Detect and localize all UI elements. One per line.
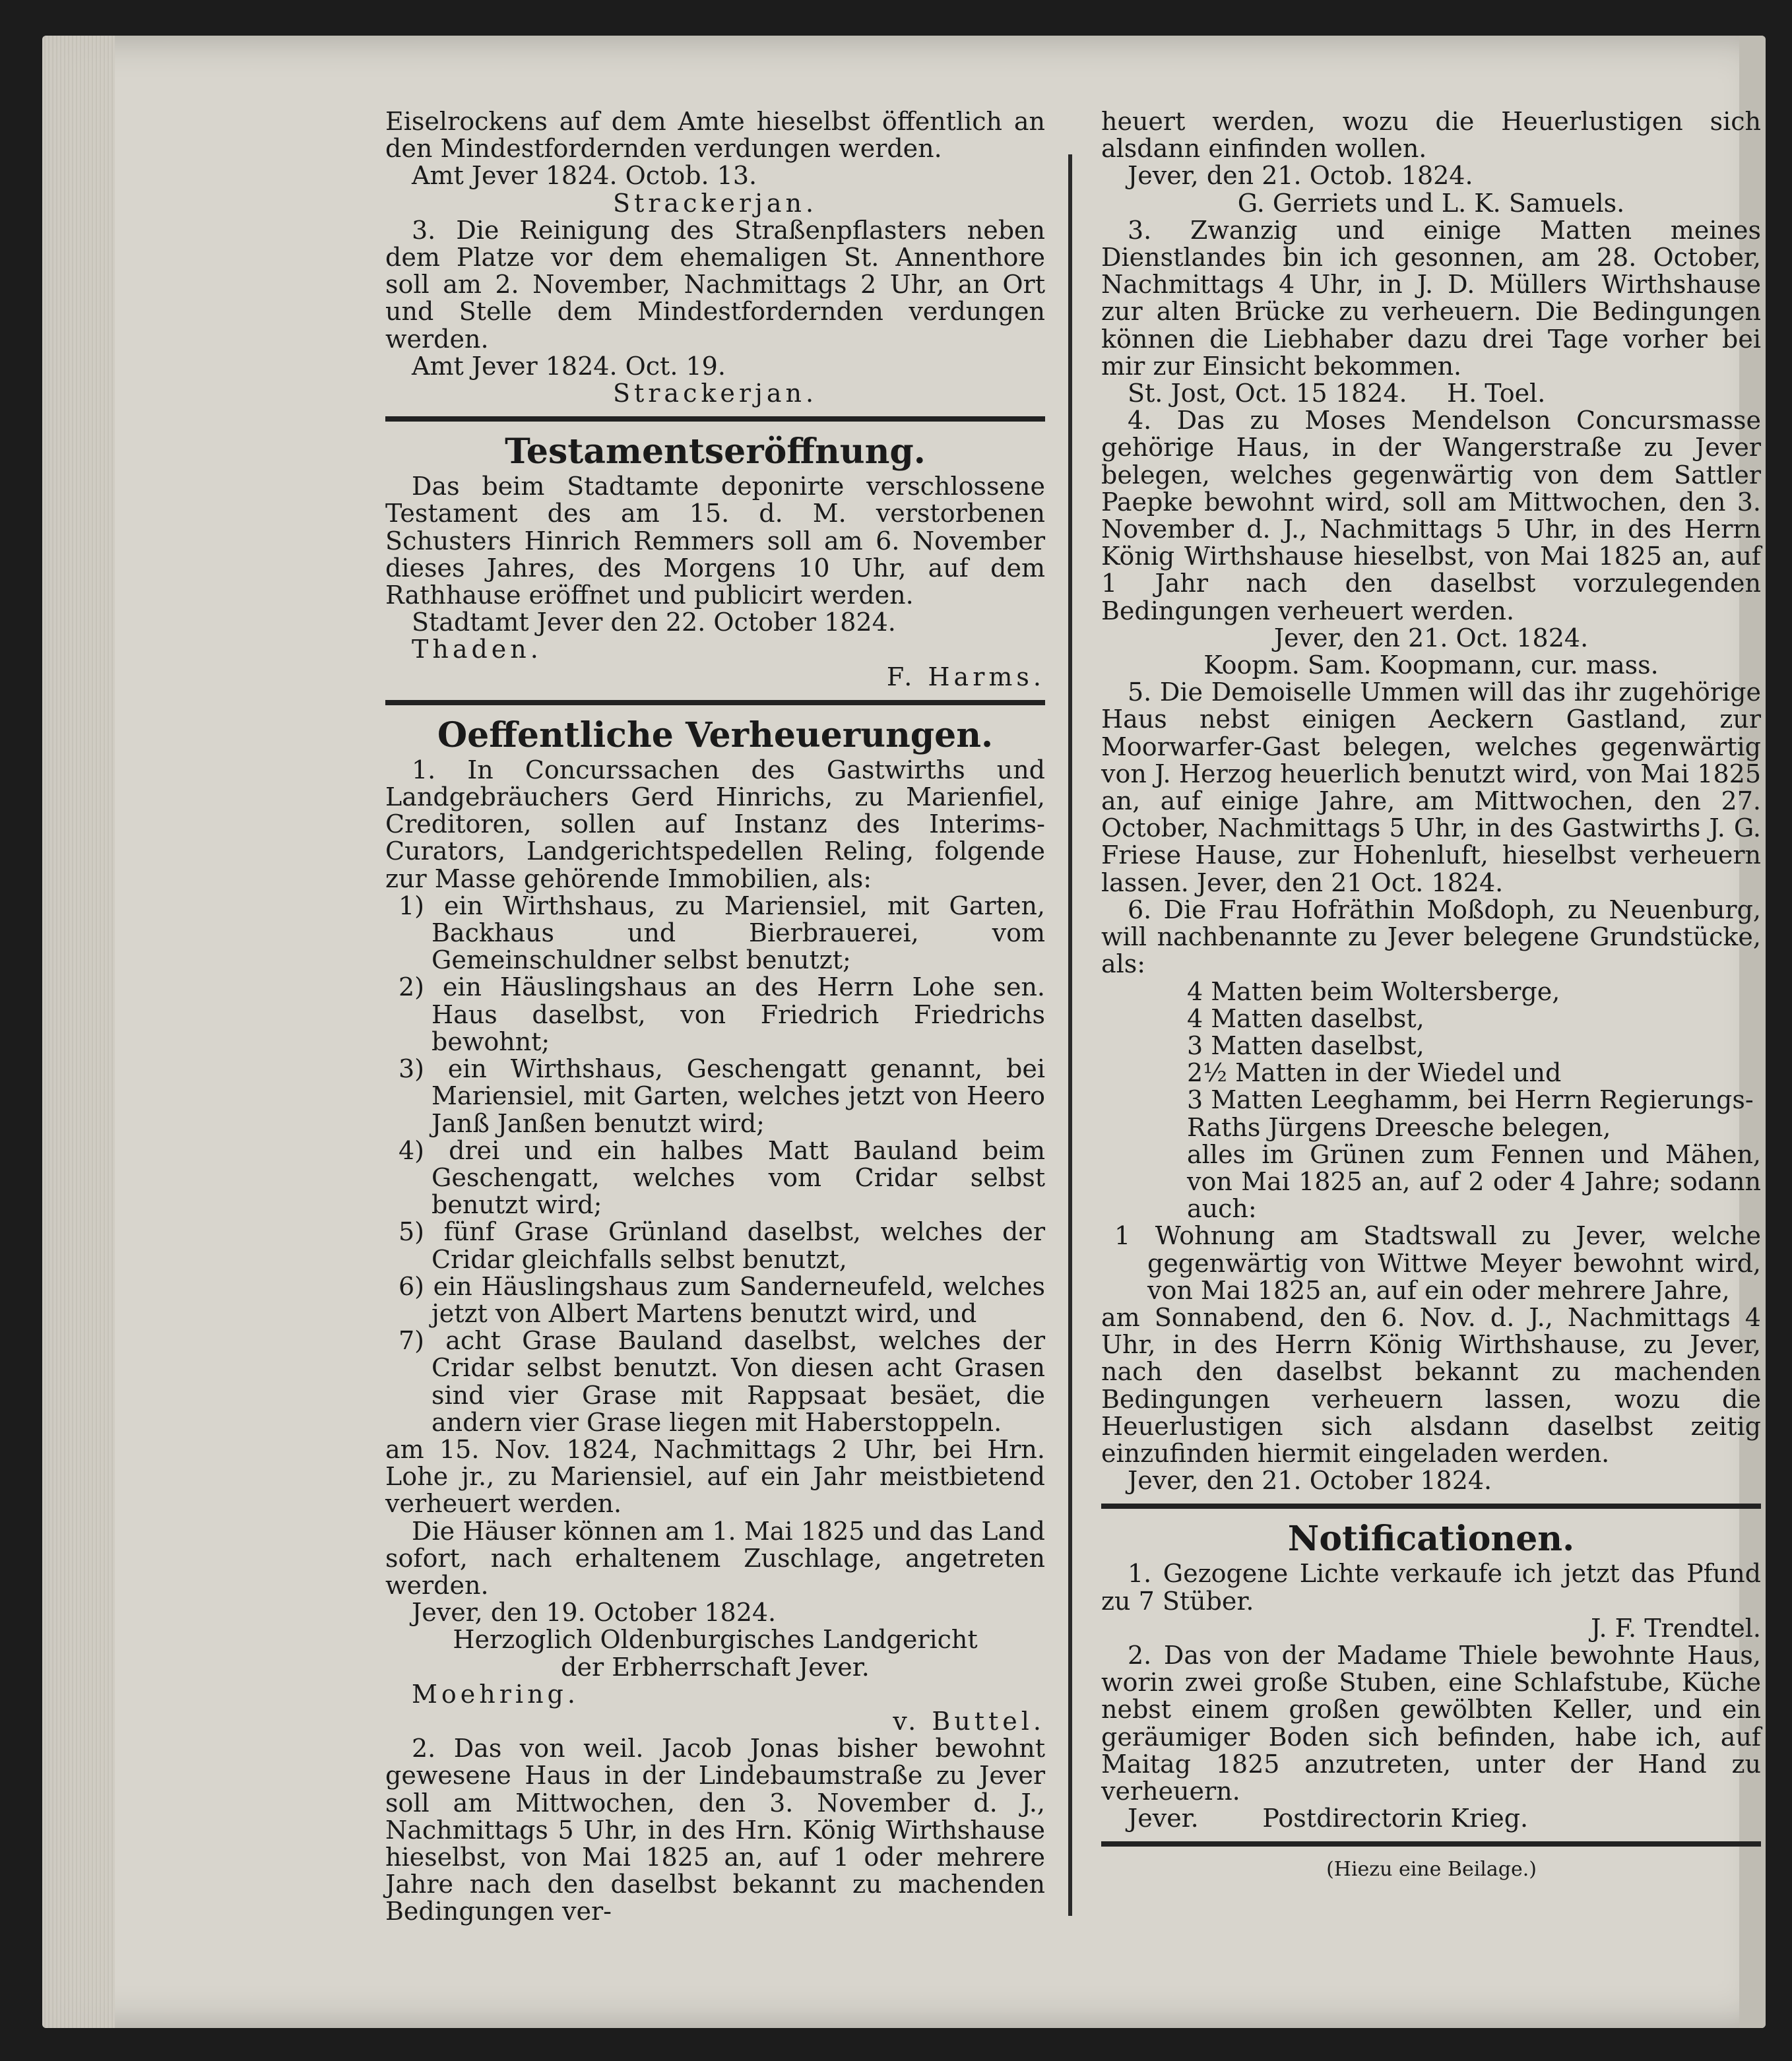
list-item: 3 Matten daselbst, [1187, 1030, 1424, 1060]
notice-text: 2. Das von weil. Jacob Jonas bisher bewohnt gewesene Haus in der Lindebaumstraße zu Jever soll am Mittwochen, den 3. November d. J., Nachmittags 5 Uhr, in des Hrn. König Wirthshause hieselbst, von Mai 1825 an, auf 1 oder mehrere Jahre nach den daselbst bekannt zu machenden Bedingungen ver- [385, 1734, 1045, 1926]
notice-date: Amt Jever 1824. Oct. 19. [412, 351, 726, 381]
notice-date-text: St. Jost, Oct. 15 1824. [1128, 379, 1407, 408]
list-item: 1 Wohnung am Stadtswall zu Jever, welche gegenwärtig von Wittwe Meyer bewohnt wird, von Mai 1825 an, auf ein oder mehrere Jahre, [1114, 1221, 1761, 1305]
notice-signature: F. Harms. [886, 662, 1045, 691]
notice-date: Amt Jever 1824. Octob. 13. [412, 161, 757, 191]
notice-text: 6. Die Frau Hofräthin Moßdoph, zu Neuenburg, will nachbenannte zu Jever belegene Grundstücke, als: [1101, 895, 1761, 979]
notice-date [1101, 1805, 1761, 1832]
notice-text: am 15. Nov. 1824, Nachmittags 2 Uhr, bei Hrn. Lohe jr., zu Mariensiel, auf ein Jahr meistbietend verheuert werden. [385, 1434, 1045, 1519]
notice-signature: Thaden. [412, 635, 542, 664]
notice-text: 5. Die Demoiselle Ummen will das ihr zugehörige Haus nebst einigen Aeckern Gastland, zur Moorwarfer-Gast belegen, welches gegenwärtig von J. Herzog heuerlich benutzt wird, von Mai 1825 an, auf einige Jahre, am Mittwochen, den 27. October, Nachmittags 5 Uhr, in des Gastwirths J. G. Friese Hause, zur Hohenluft, hieselbst verheuern lassen. Jever, den 21 Oct. 1824. [1101, 678, 1761, 897]
list-item: 5) fünf Grase Grünland daselbst, welches der Cridar gleichfalls selbst benutzt, [399, 1217, 1045, 1274]
notice-date: Stadtamt Jever den 22. October 1824. [412, 608, 896, 637]
notice-text: alles im Grünen zum Fennen und Mähen, von Mai 1825 an, auf 2 oder 4 Jahre; sodann auch: [1187, 1139, 1761, 1224]
list-item: 6) ein Häuslingshaus zum Sanderneufeld, welches jetzt von Albert Martens benutzt wird, und [399, 1271, 1045, 1328]
notice-signature: Postdirectorin Krieg. [1262, 1804, 1529, 1833]
notice-text: 2. Das von der Madame Thiele bewohnte Haus, worin zwei große Stuben, eine Schlafstube, Küche nebst einem großen gewölbten Keller, und ein geräumiger Boden sich befinden, habe ich, auf Maitag 1825 anzutreten, unter der Hand zu verheuern. [1101, 1640, 1761, 1806]
list-item: 7) acht Grase Bauland daselbst, welches der Cridar selbst benutzt. Von diesen acht Grasen sind vier Grase mit Rappsaat besäet, die andern vier Grase liegen mit Haberstoppeln. [399, 1326, 1045, 1437]
court-name: Herzoglich Oldenburgisches Landgericht [453, 1625, 978, 1655]
list-item: 3 Matten Leeghamm, bei Herrn Regierungs-Raths Jürgens Dreesche belegen, [1187, 1085, 1754, 1142]
section-heading-testament: Testamentseröffnung. [505, 431, 926, 472]
notice-signature: J. F. Trendtel. [1591, 1613, 1761, 1643]
notice-text: 1. In Concurssachen des Gastwirths und Landgebräuchers Gerd Hinrichs, zu Marienfiel, Creditoren, sollen auf Instanz des Interims-Curators, Landgerichtspedellen Reling, folgende zur Masse gehörende Immobilien, als: [385, 755, 1045, 893]
newspaper-page [42, 36, 1766, 2028]
notice-text: 3. Zwanzig und einige Matten meines Dienstlandes bin ich gesonnen, am 28. October, Nachmittags 4 Uhr, in J. D. Müllers Wirthshause zur alten Brücke zu verheuern. Die Bedingungen können die Liebhaber dazu drei Tage vorher bei mir zur Einsicht bekommen. [1101, 215, 1761, 381]
left-column [385, 108, 1045, 1926]
notice-text: 4. Das zu Moses Mendelson Concursmasse gehörige Haus, in der Wangerstraße zu Jever belegen, welches gegenwärtig von dem Sattler Paepke bewohnt wird, soll am Mittwochen, den 3. November d. J., Nachmittags 5 Uhr, in des Herrn König Wirthshause hieselbst, von Mai 1825 an, auf 1 Jahr nach den daselbst vorzulegenden Bedingungen verheuert werden. [1101, 406, 1761, 625]
right-column [1101, 108, 1761, 1884]
notice-signature: v. Buttel. [893, 1706, 1045, 1736]
list-item: 2) ein Häuslingshaus an des Herrn Lohe sen. Haus daselbst, von Friedrich Friedrichs bewohnt; [399, 972, 1045, 1056]
notice-text: am Sonnabend, den 6. Nov. d. J., Nachmittags 4 Uhr, in des Herrn König Wirthshause, zu Jever, nach den daselbst bekannt zu machenden Bedingungen verheuern lassen, wozu die Heuerlustigen sich alsdann daselbst zeitig einzufinden hiermit eingeladen werden. [1101, 1302, 1761, 1468]
notice-signature: Strackerjan. [612, 188, 818, 218]
notice-date: Jever, den 21. Oct. 1824. [1273, 623, 1589, 652]
notice-signature: Moehring. [412, 1679, 579, 1709]
section-rule [385, 700, 1045, 705]
notice-signature: H. Toel. [1447, 379, 1546, 408]
court-name: der Erbherrschaft Jever. [561, 1652, 870, 1682]
notice-signature: Strackerjan. [612, 379, 818, 408]
notice-date: Jever, den 21. October 1824. [1128, 1466, 1492, 1496]
column-divider [1068, 154, 1072, 1916]
supplement-note: (Hiezu eine Beilage.) [1326, 1858, 1537, 1882]
notice-text: 3. Die Reinigung des Straßenpflasters neben dem Platze vor dem ehemaligen St. Annenthore soll am 2. November, Nachmittags 2 Uhr, an Ort und Stelle dem Mindestfordernden verdungen werden. [385, 215, 1045, 354]
section-rule [1101, 1504, 1761, 1509]
notice-date: Jever, den 19. October 1824. [412, 1598, 777, 1628]
notice-text: Das beim Stadtamte deponirte verschlossene Testament des am 15. d. M. verstorbenen Schusters Hinrich Remmers soll am 6. November dieses Jahres, des Morgens 10 Uhr, auf dem Rathhause eröffnet und publicirt werden. [385, 472, 1045, 610]
list-item: 2½ Matten in der Wiedel und [1187, 1058, 1562, 1088]
list-item: 4) drei und ein halbes Matt Bauland beim Geschengatt, welches vom Cridar selbst benutzt wird; [399, 1135, 1045, 1220]
list-item: 3) ein Wirthshaus, Geschengatt genannt, bei Mariensiel, mit Garten, welches jetzt von Heero Janß Janßen benutzt wird; [399, 1054, 1045, 1138]
list-item: 4 Matten daselbst, [1187, 1003, 1424, 1033]
notice-text: 1. Gezogene Lichte verkaufe ich jetzt das Pfund zu 7 Stüber. [1101, 1559, 1761, 1616]
section-heading-notificationen: Notificationen. [1287, 1519, 1575, 1560]
section-rule [1101, 1841, 1761, 1847]
section-heading-verheuerungen: Oeffentliche Verheuerungen. [437, 714, 994, 755]
notice-date: Jever, den 21. Octob. 1824. [1128, 161, 1473, 191]
notice-signature: Koopm. Sam. Koopmann, cur. mass. [1203, 650, 1659, 680]
notice-signature: G. Gerriets und L. K. Samuels. [1237, 188, 1625, 218]
notice-place: Jever. [1128, 1804, 1199, 1833]
list-item: 1) ein Wirthshaus, zu Mariensiel, mit Garten, Backhaus und Bierbrauerei, vom Gemeinschuldner selbst benutzt; [399, 891, 1045, 975]
notice-text: Eiselrockens auf dem Amte hieselbst öffentlich an den Mindestfordernden verdungen werden. [385, 107, 1045, 164]
notice-date [1101, 380, 1761, 407]
notice-text: heuert werden, wozu die Heuerlustigen sich alsdann einfinden wollen. [1101, 107, 1761, 164]
book-page-edges [42, 36, 115, 2028]
notice-text: Die Häuser können am 1. Mai 1825 und das Land sofort, nach erhaltenem Zuschlage, angetreten werden. [385, 1516, 1045, 1600]
section-rule [385, 416, 1045, 422]
list-item: 4 Matten beim Woltersberge, [1187, 976, 1560, 1006]
